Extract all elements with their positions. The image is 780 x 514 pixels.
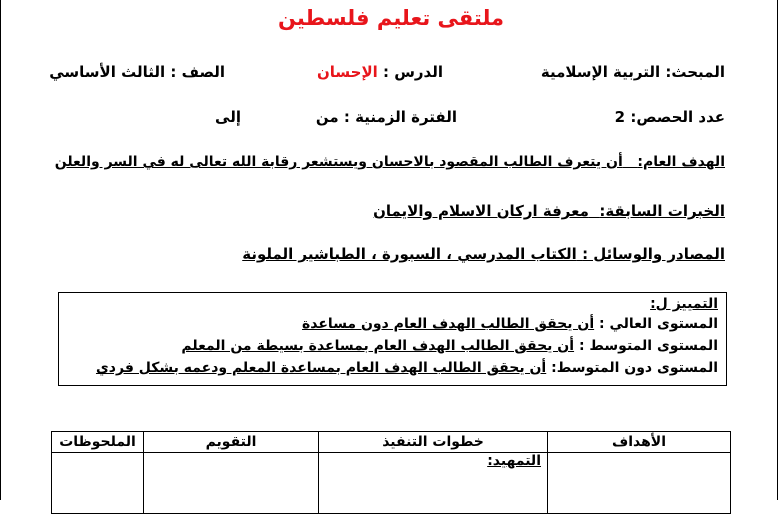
general-goal-label: الهدف العام: — [637, 154, 725, 170]
level-low — [96, 360, 718, 376]
level-high — [302, 316, 718, 332]
general-goal-text: أن يتعرف الطالب المقصود بالاحسان ويستشعر رقابة الله تعالى له في السر والعلن — [54, 154, 623, 170]
level-mid-text: أن يحقق الطالب الهدف العام بمساعدة بسيطة من المعلم — [181, 338, 575, 354]
period-to-field: إلى — [215, 108, 241, 126]
intro-step-label: التمهيد: — [487, 453, 541, 469]
sessions-value: 2 — [614, 108, 626, 126]
resources-label: المصادر والوسائل : — [582, 245, 725, 263]
cell-objectives — [548, 453, 731, 514]
cell-notes — [52, 453, 144, 514]
grade-field: الصف : الثالث الأساسي — [49, 63, 225, 81]
prior-experience-text: معرفة اركان الاسلام والايمان — [373, 202, 589, 220]
header-objectives: الأهداف — [548, 432, 731, 453]
cell-evaluation — [144, 453, 319, 514]
table-header-row — [52, 432, 731, 453]
header-notes: الملحوظات — [52, 432, 144, 453]
lesson-label: الدرس : — [377, 63, 443, 81]
page-title: ملتقى تعليم فلسطين — [277, 6, 505, 30]
period-from-field: الفترة الزمنية : من — [315, 108, 457, 126]
subject-field: المبحث: التربية الإسلامية — [540, 63, 725, 81]
sessions-label: عدد الحصص: — [630, 108, 725, 126]
header-steps: خطوات التنفيذ — [319, 432, 548, 453]
sessions-field — [615, 108, 725, 126]
resources-text: الكتاب المدرسي ، السبورة ، الطباشير الملونة — [242, 245, 577, 263]
resources — [242, 245, 725, 263]
header-evaluation: التقويم — [144, 432, 319, 453]
lesson-field — [317, 63, 443, 81]
level-high-label: المستوى العالي : — [599, 316, 718, 332]
prior-experience-label: الخبرات السابقة: — [599, 202, 725, 220]
general-goal — [55, 154, 725, 170]
lesson-plan-table — [51, 431, 731, 514]
lesson-value: الإحسان — [316, 63, 378, 81]
differentiation-box — [58, 292, 727, 386]
level-low-label: المستوى دون المتوسط: — [551, 360, 718, 376]
level-high-text: أن يحقق الطالب الهدف العام دون مساعدة — [302, 316, 595, 332]
level-low-text: أن يحقق الطالب الهدف العام بمساعدة المعلم ودعمه بشكل فردي — [95, 360, 547, 376]
prior-experience — [373, 202, 725, 220]
cell-steps — [319, 453, 548, 514]
level-mid — [181, 338, 718, 354]
table-row — [52, 453, 731, 514]
level-mid-label: المستوى المتوسط : — [578, 338, 718, 354]
differentiation-heading: التمييز ل: — [650, 296, 718, 312]
